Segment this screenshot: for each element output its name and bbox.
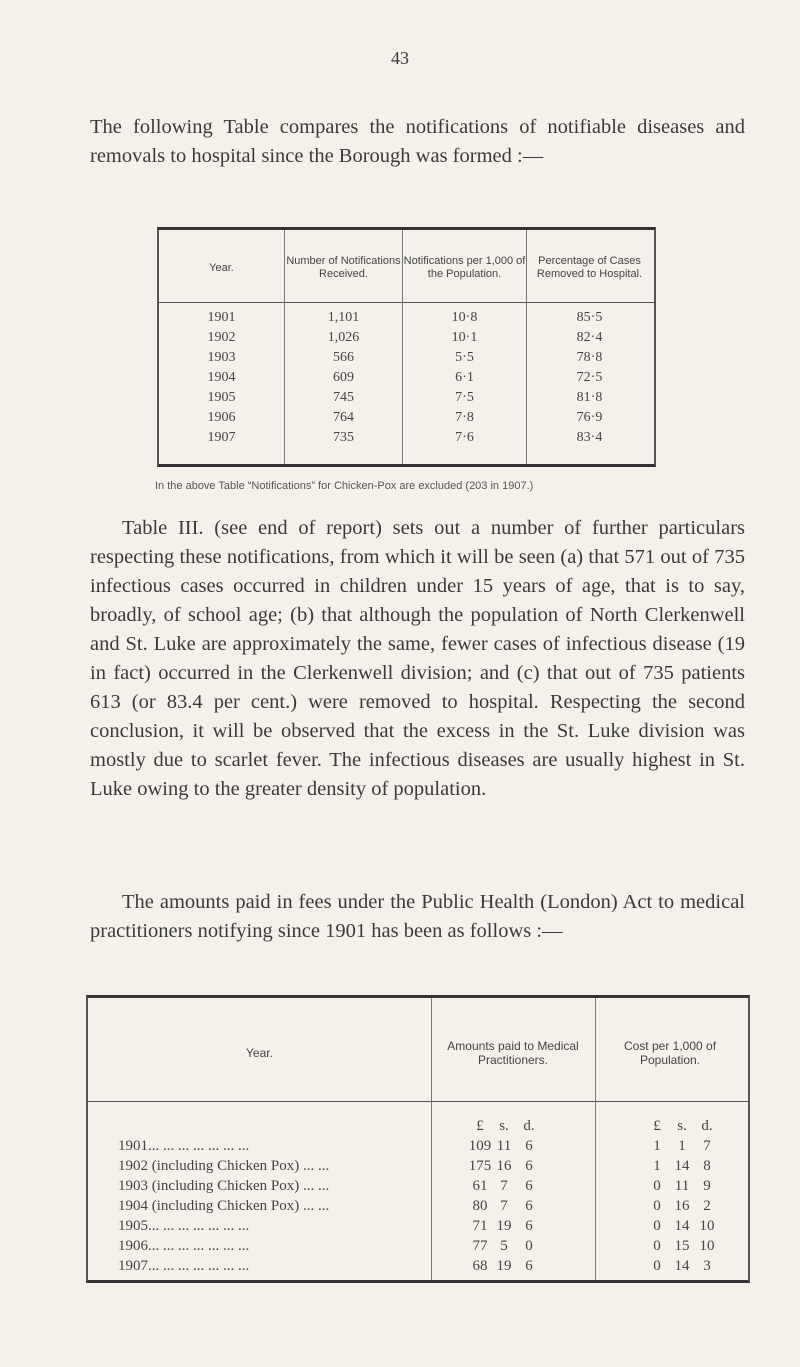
currency-units-row: [88, 1118, 748, 1136]
header-year: Year.: [209, 261, 234, 274]
cost-shillings: 14: [674, 1158, 690, 1174]
amount-pounds: 175: [468, 1158, 492, 1174]
table-row: [88, 1158, 748, 1177]
cost-pounds: 0: [653, 1178, 661, 1194]
header-percent-removed: Percentage of Cases Removed to Hospital.: [536, 255, 643, 280]
cost-pounds: 0: [653, 1198, 661, 1214]
amount-pence: 6: [525, 1178, 533, 1194]
header-cost: Cost per 1,000 of Population.: [623, 1039, 717, 1067]
cost-pounds: 1: [653, 1158, 661, 1174]
table-row: [159, 310, 654, 328]
header-year: Year.: [246, 1046, 273, 1060]
page-number: 43: [391, 48, 409, 68]
percent-cell: 83·4: [576, 430, 603, 445]
intro-paragraph: The following Table compares the notifications of notifiable diseases and removals to hospital since the Borough was formed :—: [90, 116, 745, 167]
percent-cell: 81·8: [576, 390, 603, 405]
table-row: [88, 1198, 748, 1217]
amount-shillings: 5: [500, 1238, 508, 1254]
row-label: 1906... ... ... ... ... ... ...: [118, 1238, 250, 1254]
fees-table: [86, 995, 750, 1283]
table-row: [88, 1178, 748, 1197]
received-cell: 1,026: [327, 330, 360, 345]
cost-pounds: 0: [653, 1218, 661, 1234]
body-paragraph: The amounts paid in fees under the Public Health (London) Act to medical practitioners notifying since 1901 has been as follows :—: [90, 891, 745, 942]
cost-pence: 10: [699, 1238, 715, 1254]
received-cell: 1,101: [327, 310, 360, 325]
row-label: 1901... ... ... ... ... ... ...: [118, 1138, 250, 1154]
cost-shillings: 14: [674, 1258, 690, 1274]
received-cell: 735: [333, 430, 354, 445]
row-label: 1907... ... ... ... ... ... ...: [118, 1258, 250, 1274]
amount-pence: 0: [525, 1238, 533, 1254]
amount-pounds: 109: [468, 1138, 492, 1154]
cost-pounds: 1: [653, 1138, 661, 1154]
shilling-unit: s.: [677, 1118, 687, 1134]
cost-pence: 3: [703, 1258, 711, 1274]
table-row: [159, 390, 654, 408]
table-row: [88, 1218, 748, 1237]
cost-shillings: 14: [674, 1218, 690, 1234]
cost-shillings: 1: [678, 1138, 686, 1154]
notifications-table: [157, 227, 656, 467]
table-row: [88, 1258, 748, 1277]
cost-shillings: 16: [674, 1198, 690, 1214]
percent-cell: 78·8: [576, 350, 603, 365]
amount-pence: 6: [525, 1218, 533, 1234]
pound-unit: £: [476, 1118, 484, 1134]
amount-shillings: 19: [496, 1218, 512, 1234]
amount-pounds: 61: [472, 1178, 488, 1194]
received-cell: 609: [333, 370, 354, 385]
amount-pounds: 77: [472, 1238, 488, 1254]
per-1000-cell: 7·6: [455, 430, 474, 445]
cost-shillings: 11: [674, 1178, 690, 1194]
year-cell: 1906: [207, 410, 236, 425]
per-1000-cell: 10·8: [451, 310, 478, 325]
shilling-unit: s.: [499, 1118, 509, 1134]
amount-shillings: 7: [500, 1198, 508, 1214]
amount-shillings: 11: [496, 1138, 512, 1154]
row-label: 1902 (including Chicken Pox) ... ...: [118, 1158, 330, 1174]
cost-pence: 7: [703, 1138, 711, 1154]
cost-pounds: 0: [653, 1258, 661, 1274]
cost-pounds: 0: [653, 1238, 661, 1254]
table-row: [88, 1138, 748, 1157]
table-footnote: In the above Table “Notifications” for Chicken-Pox are excluded (203 in 1907.): [155, 480, 534, 492]
per-1000-cell: 6·1: [455, 370, 474, 385]
table-row: [159, 410, 654, 428]
table-row: [159, 330, 654, 348]
body-paragraph: Table III. (see end of report) sets out a number of further particulars respecting these notifications, from which it will be seen (a) that 571 out of 735 infectious cases occurred in children under 15 years of age, that is to say, broadly, of school age; (b) that although the population of North Clerkenwell and St. Luke are approximately the same, fewer cases of infectious disease (19 in fact) occurred in the Clerkenwell division; and (c) that out of 735 patients 613 (or 83.4 per cent.) were removed to hospital. Respecting the second conclusion, it will be observed that the excess in the St. Luke division was mostly due to scarlet fever. The infectious diseases are usually highest in St. Luke owing to the greater density of population.: [90, 517, 745, 800]
per-1000-cell: 10·1: [451, 330, 478, 345]
cost-pence: 10: [699, 1218, 715, 1234]
amount-pence: 6: [525, 1138, 533, 1154]
amount-pounds: 80: [472, 1198, 488, 1214]
table-row: [159, 430, 654, 448]
header-per-1000: Notifications per 1,000 of the Population.: [403, 255, 526, 280]
amount-shillings: 16: [496, 1158, 512, 1174]
received-cell: 566: [333, 350, 354, 365]
percent-cell: 82·4: [576, 330, 603, 345]
pence-unit: d.: [701, 1118, 713, 1134]
table-row: [159, 370, 654, 388]
percent-cell: 85·5: [576, 310, 603, 325]
header-amounts: Amounts paid to Medical Practitioners.: [447, 1039, 579, 1067]
pence-unit: d.: [523, 1118, 535, 1134]
year-cell: 1901: [207, 310, 236, 325]
per-1000-cell: 5·5: [455, 350, 474, 365]
amount-shillings: 19: [496, 1258, 512, 1274]
amount-pounds: 68: [472, 1258, 488, 1274]
amount-pence: 6: [525, 1258, 533, 1274]
cost-pence: 9: [703, 1178, 711, 1194]
table-row: [88, 1238, 748, 1257]
received-cell: 764: [333, 410, 354, 425]
cost-pence: 2: [703, 1198, 711, 1214]
amount-pence: 6: [525, 1198, 533, 1214]
amount-shillings: 7: [500, 1178, 508, 1194]
year-cell: 1905: [207, 390, 236, 405]
per-1000-cell: 7·5: [455, 390, 474, 405]
table-row: [159, 350, 654, 368]
percent-cell: 76·9: [576, 410, 603, 425]
cost-pence: 8: [703, 1158, 711, 1174]
percent-cell: 72·5: [576, 370, 603, 385]
per-1000-cell: 7·8: [455, 410, 474, 425]
year-cell: 1903: [207, 350, 236, 365]
amount-pence: 6: [525, 1158, 533, 1174]
year-cell: 1904: [207, 370, 236, 385]
row-label: 1905... ... ... ... ... ... ...: [118, 1218, 250, 1234]
cost-shillings: 15: [674, 1238, 690, 1254]
received-cell: 745: [333, 390, 354, 405]
year-cell: 1902: [207, 330, 236, 345]
row-label: 1903 (including Chicken Pox) ... ...: [118, 1178, 330, 1194]
pound-unit: £: [653, 1118, 661, 1134]
row-label: 1904 (including Chicken Pox) ... ...: [118, 1198, 330, 1214]
year-cell: 1907: [207, 430, 236, 445]
amount-pounds: 71: [472, 1218, 488, 1234]
header-received: Number of Notifications Received.: [286, 255, 401, 280]
